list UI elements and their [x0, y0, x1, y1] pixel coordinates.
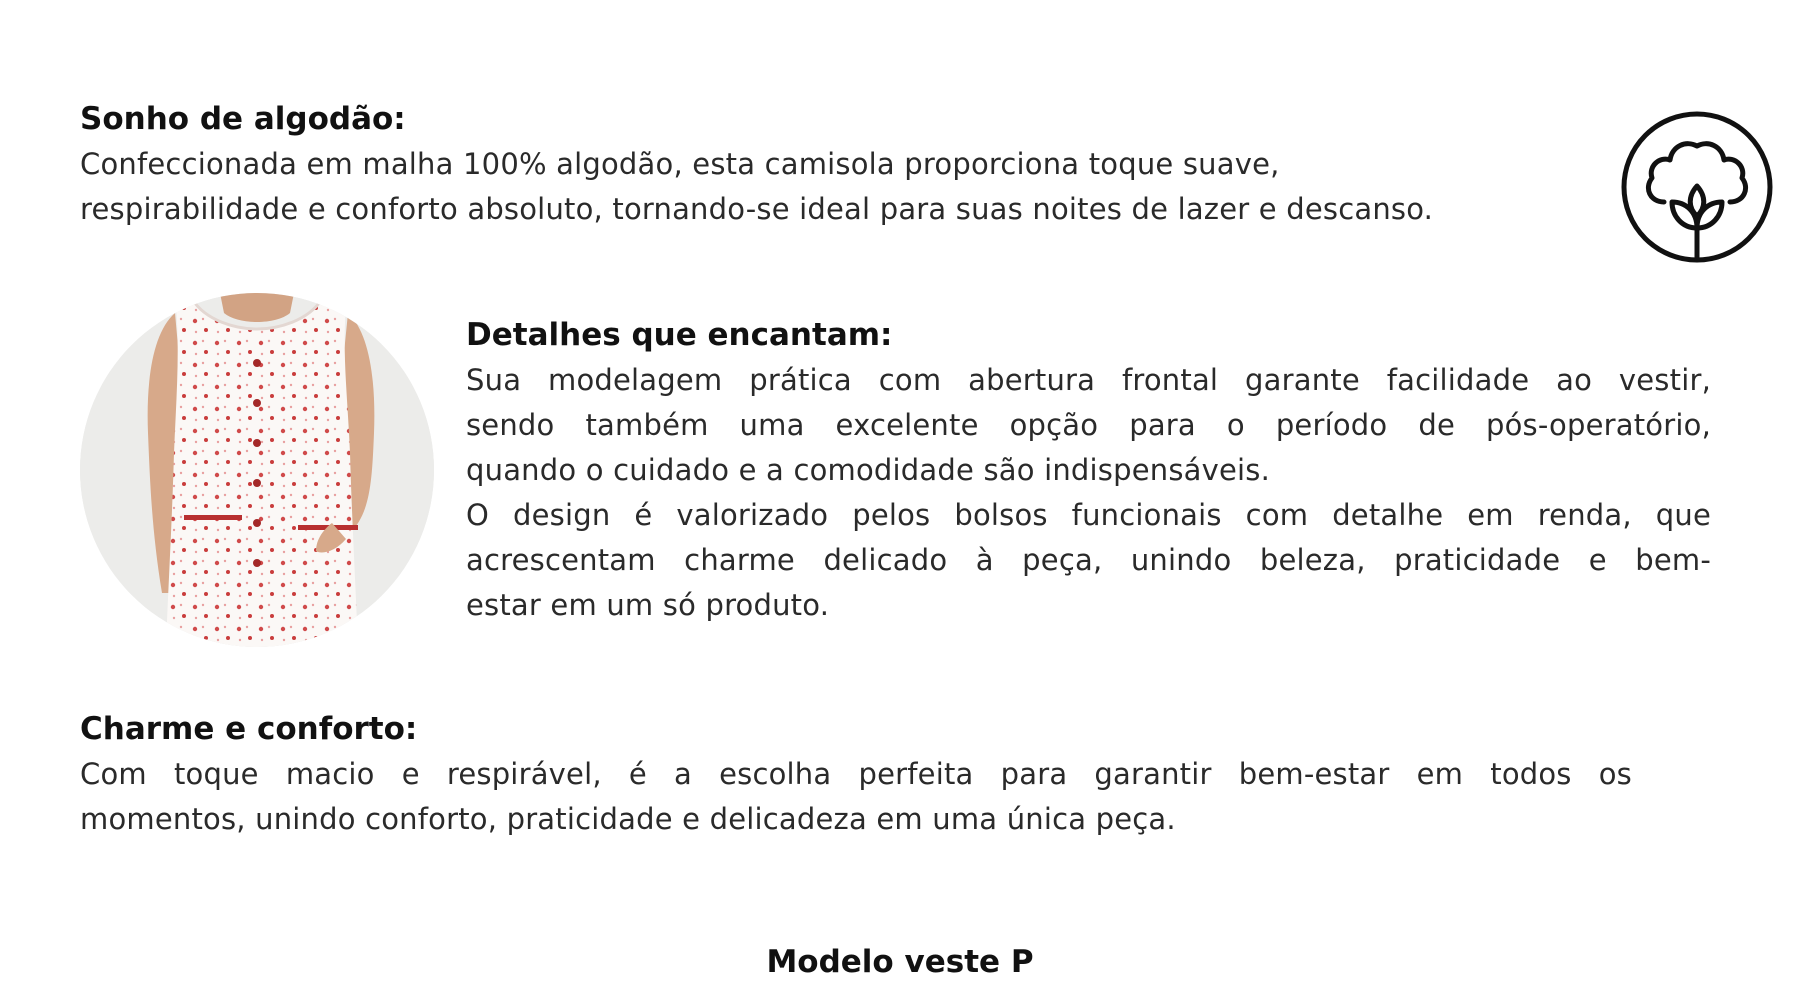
text-line: sendo também uma excelente opção para o período de pós-operatório,: [466, 408, 1711, 442]
text-line: Com toque macio e respirável, é a escolha perfeita para garantir bem-estar em todos os: [80, 757, 1632, 791]
section-text-comfort: [80, 752, 1632, 842]
text-line: quando o cuidado e a comodidade são indispensáveis.: [466, 453, 1270, 487]
text-line: estar em um só produto.: [466, 588, 830, 622]
text-line: respirabilidade e conforto absoluto, tornando-se ideal para suas noites de lazer e descanso.: [80, 192, 1434, 226]
section-title-cotton: Sonho de algodão:: [80, 101, 406, 137]
section-text-cotton: [80, 142, 1580, 232]
cotton-flower-icon: [1620, 110, 1774, 264]
section-text-details-2: [466, 493, 1711, 628]
text-line: acrescentam charme delicado à peça, unindo beleza, praticidade e bem-: [466, 543, 1711, 577]
model-size-note: Modelo veste P: [766, 944, 1034, 980]
product-photo: [80, 293, 434, 647]
section-title-details: Detalhes que encantam:: [466, 317, 893, 353]
text-line: O design é valorizado pelos bolsos funcionais com detalhe em renda, que: [466, 498, 1711, 532]
text-line: Confeccionada em malha 100% algodão, esta camisola proporciona toque suave,: [80, 147, 1280, 181]
text-line: momentos, unindo conforto, praticidade e delicadeza em uma única peça.: [80, 802, 1176, 836]
section-title-comfort: Charme e conforto:: [80, 711, 418, 747]
section-text-details-1: [466, 358, 1711, 493]
text-line: Sua modelagem prática com abertura frontal garante facilidade ao vestir,: [466, 363, 1711, 397]
